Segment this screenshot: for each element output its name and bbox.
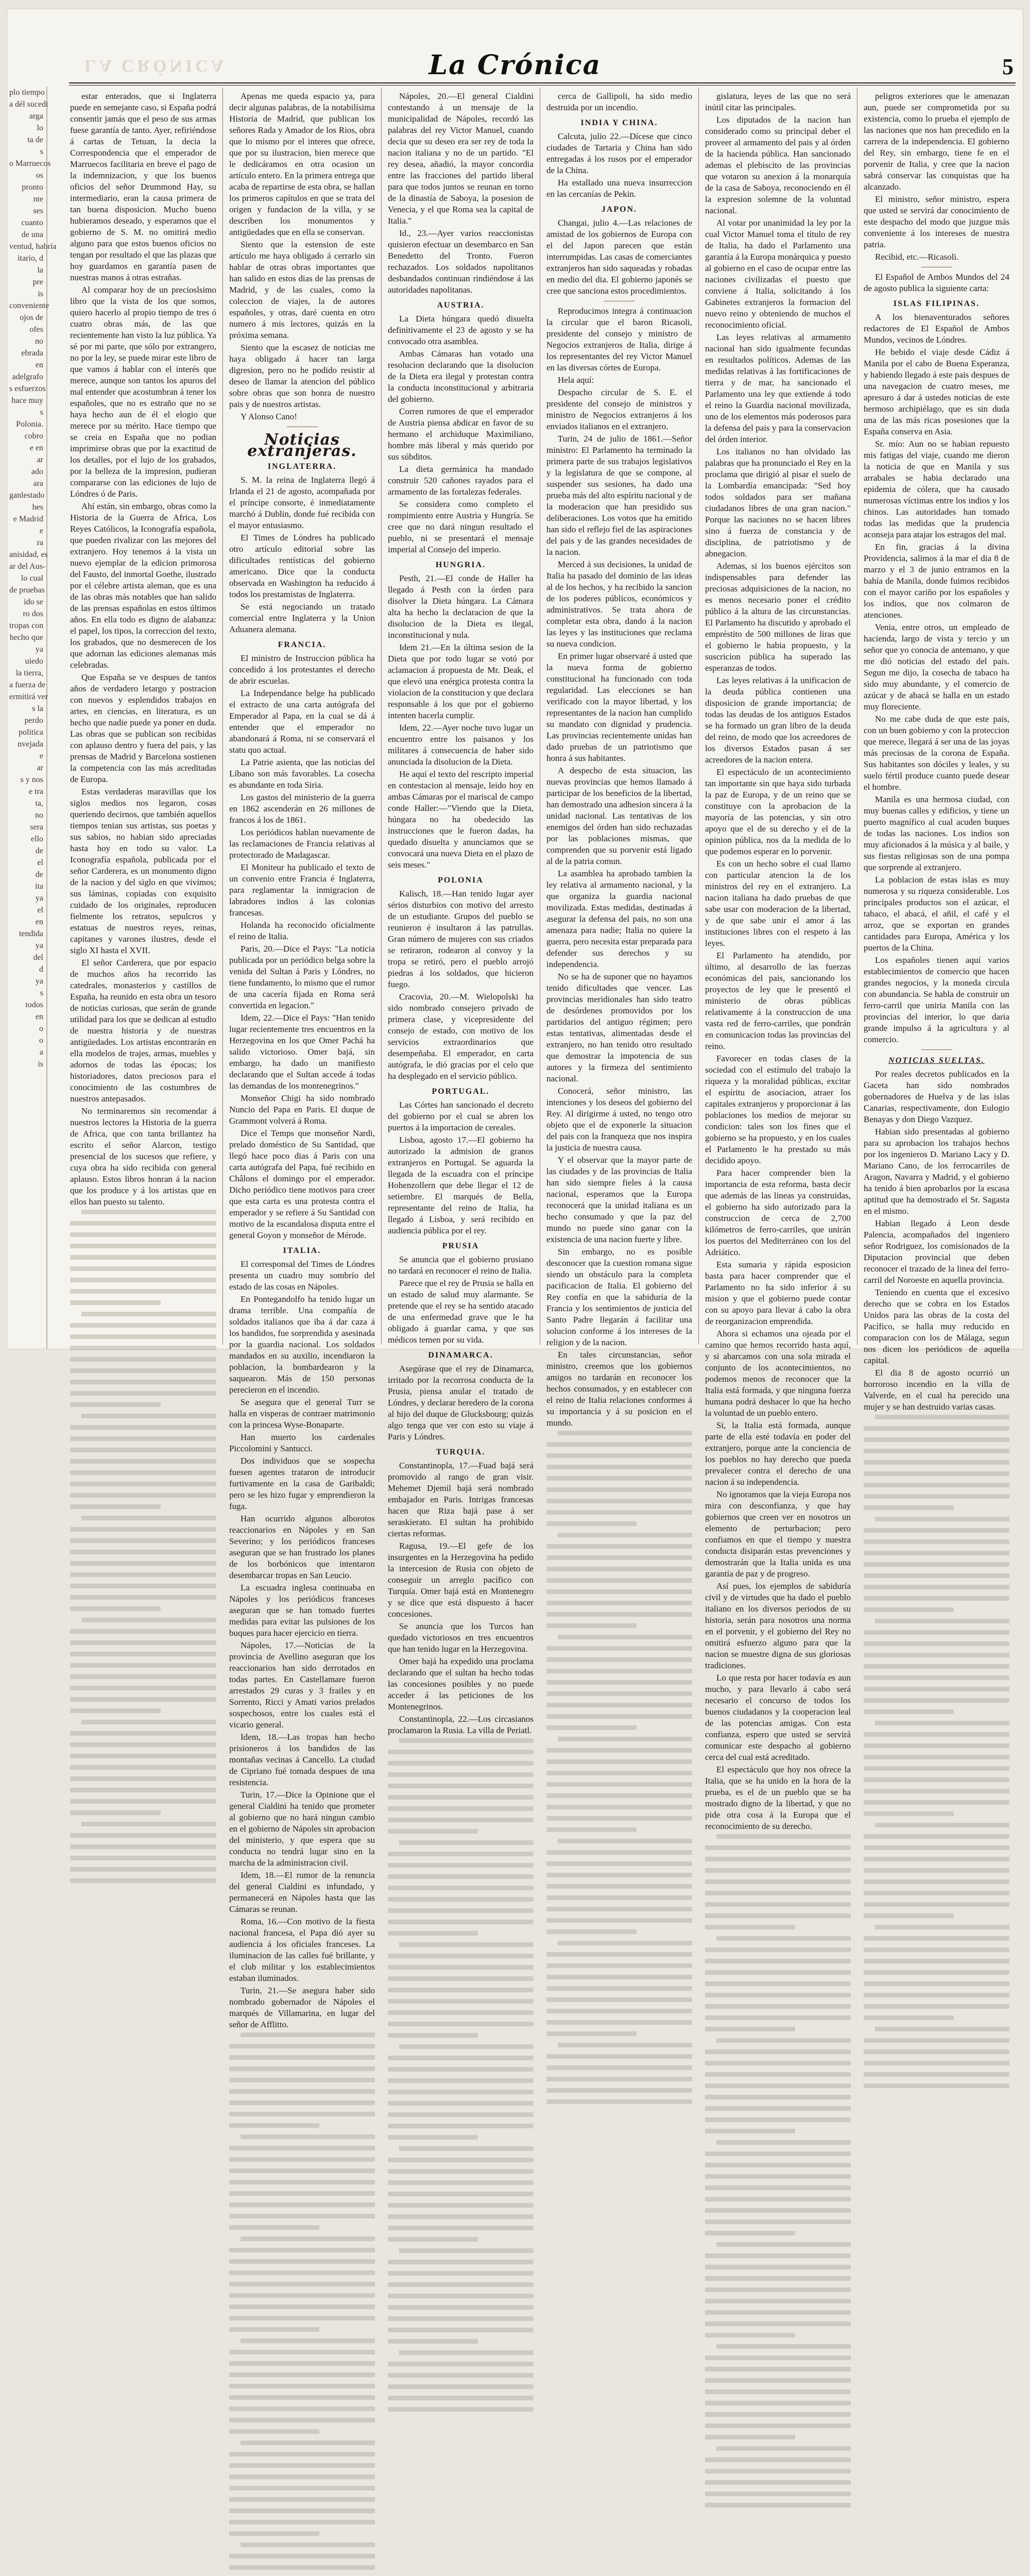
column-2 [222,88,381,2029]
article-paragraph: Nápoles, 17.—Noticias de la provincia de Avellino aseguran que los reaccionarios han sido derrotados en todas partes. En Castellamare fueron arrestados 29 curas y 3 frailes y en Sorrento, Ricci y Amati varios prelados sospechosos, entre los cuales está el vicario general. [229,1640,375,1730]
bleed-line: ta, [35,799,43,808]
section-heading: PRUSIA [442,1242,479,1250]
bleed-line: lo cual [21,574,43,583]
article-paragraph: Ahí están, sin embargo, obras como la Historia de la Guerra de Africa, Los Reyes Católicos, la Iconografía española, que pueden rivalizar con las mejores del extranjero. Hoy tenemos á la vista un nuevo ejemplar de la edicion primorosa del Fausto, del inmortal Goethe, ilustrado por el célebre artista aleman, que es una de las obras más notables que han salido de las prensas españolas en estos últimos años. En ella todo es digno de alabanza: el papel, los tipos, la correccion del texto, los grabados, que no desmerecen de los que adornan las ediciones alemanas más celebradas. [70,501,216,670]
article-paragraph: Dos individuos que se sospecha fuesen agentes trataron de introducir furtivamente en la casa de Garibaldi; pero se les hizo fugar y emprendieron la fuga. [229,1456,375,1511]
article-paragraph: El espectáculo que hoy nos ofrece la Italia, que se ha unido en la hora de la prueba, es el de un pueblo que se ha mostrado digno de la libertad, y que no pide otra cosa á la Europa que el reconocimiento de su derecho. [705,1765,851,1831]
bleed-line: o [39,1024,43,1033]
bleed-line: cobro [24,432,43,440]
article-paragraph: Siento que la escasez de noticias me haya obligado á hacer tan larga digresion, pero no he podido resistir al deseo de llamar la atencion del público sobre obras que son honra de nuestro pais y de nuestros artistas. [229,343,375,409]
article-paragraph: El Moniteur ha publicado el texto de un convenio entre Francia é Inglaterra, para reglamentar la inmigracion de labradores indios á las colonias francesas. [229,862,375,918]
article-paragraph: Asegúrase que el rey de Dinamarca, irritado por la recorrosa conducta de la Prusia, piensa anular el tratado de Lóndres, y declarar heredero de la corona al hijo del duque de Glucksbourg; quizás algo tenga que ver con esto su viaje á Paris y Lóndres. [388,1364,534,1442]
article-paragraph: En Pontegandolfo ha tenido lugar un drama terrible. Una compañía de soldados italianos que iba á dar caza á los bandidos, fue sorprendida y asesinada por la guardia nacional. Los soldados mandados en su auxilio, incendiaron la poblacion, la bombardearon y la saquearon. Más de 150 personas perecieron en el incendio. [229,1294,375,1395]
bleed-line: hace muy [11,396,43,405]
section-heading: POLONIA [438,876,484,885]
article-paragraph: No me cabe duda de que este pais, con un buen gobierno y con la proteccion que merece, llegará á ser una de las joyas más preciosas de la corona de España. Sus habitantes son dóciles y leales, y su suelo fértil produce cuanto puede desear el hombre. [864,714,1009,792]
article-paragraph: En fin, gracias á la divina Providencia, salimos á la mar el dia 8 de marzo y el 3 de junio entramos en la bahía de Manila, donde fuimos recibidos con el mayor cariño por los españoles y los indios, que nos colmaron de atenciones. [864,542,1009,620]
bleed-line: a [39,1048,43,1057]
continued-text-lines [229,2032,375,2576]
bleed-line: conveniente [9,301,49,310]
article-paragraph: A despecho de esta situacion, las nuevas provincias que hemos llamado á participar de los beneficios de la libertad, han demostrado una adhesion sincera á la unidad nacional. Las tentativas de los enemigos del órden han sido rechazadas por las poblaciones mismas, que comprenden que su porvenir está ligado al de la patria comun. [546,766,692,866]
article-paragraph: El Times de Lóndres ha publicado otro artículo editorial sobre las dificultades rentísticas del gobierno americano. Dice que la conducta observada en Washington ha reducido á todos los prestamistas de Inglaterra. [229,533,375,599]
article-paragraph: Parece que el rey de Prusia se halla en un estado de salud muy alarmante. Se pretende que el rey se ha sentido atacado de una enfermedad grave que le ha obligado á guardar cama, y que sus médicos temen por su vida. [388,1278,534,1345]
article-paragraph: Paris, 20.—Dice el Pays: "La noticia publicada por un periódico belga sobre la venida del Sultan á Paris y Lóndres, no tiene fundamento, lo mismo que el rumor de una cacería fijada en Roma será convertida en legacion." [229,944,375,1010]
bleed-line: e en [29,444,43,452]
article-paragraph: La asamblea ha aprobado tambien la ley relativa al armamento nacional, y la que organiza la guardia nacional movilizada. Estas medidas, destinadas á asegurar la defensa del pais, no son una amenaza para nadie; Italia no quiere la guerra, pero necesita estar preparada para defender sus derechos y su independencia. [546,869,692,969]
bleed-line: anisidad, es [9,550,48,559]
article-paragraph: Idem, 22.—Ayer noche tuvo lugar un encuentro entre los paisanos y los militares á consecuencia de haber sido anunciada la disolucion de la Dieta. [388,723,534,767]
article-paragraph: Monseñor Chigi ha sido nombrado Nuncio del Papa en Paris. El duque de Grammont volverá á Roma. [229,1093,375,1126]
section-heading: JAPON. [601,205,638,214]
article-paragraph: Habian sido presentadas al gobierno para su aprobacion los trabajos hechos por los ingenieros D. Mariano Lacy y D. Mariano Cano, de los ferrocarriles de Aragon, Navarra y Madrid, y el gobierno ha tenido á bien aprobarlos por la escasa aptitud que ha demostrado el Sr. Sagasta en el mismo. [864,1127,1009,1216]
article-paragraph: Constantinopla, 22.—Los circasianos proclamaron la Rusia. La villa de Periatl. [388,1714,534,1735]
article-paragraph: No se ha de suponer que no hayamos tenido dificultades que vencer. Las provincias meridionales han sido teatro de desórdenes promovidos por los partidarios del antiguo régimen; pero estas tentativas, alimentadas desde el extranjero, no han tenido otro resultado que demostrar la impotencia de sus autores y la firmeza del sentimiento nacional. [546,972,692,1083]
article-paragraph: El Español de Ambos Mundos del 24 de agosto publica la siguiente carta: [864,272,1009,293]
article-paragraph: Conocerá, señor ministro, las intenciones y los deseos del gobierno del Rey. Al dirigirme á usted, no tengo otro objeto que el de exponerle la situacion del pais con la franqueza que nos inspira la justicia de nuestra causa. [546,1086,692,1153]
section-heading: FRANCIA. [278,640,327,649]
article-paragraph: Esta sumaria y rápida esposicion basta para hacer comprender que el Parlamento no ha sido inferior á su mision y que el gobierno puede contar con su apoyo para llevar á cabo la obra de reorganizacion emprendida. [705,1260,851,1326]
bleed-line: ar [37,764,43,772]
article-paragraph: Nápoles, 20.—El general Cialdini contestando á un mensaje de la municipalidad de Nápoles, recordó las palabras del rey Victor Manuel, cuando decia que su deseo era ser rey de toda la nacion italiana y no de un partido. "El rey desea, añadió, la mayor concordia entre las fracciones del partido liberal para que todos juntos se reunan en torno de la dinastía de Saboya, la posesion de Venecia, y el que Roma sea la capital de Italia." [388,91,534,226]
bleed-line: en [35,361,43,369]
bleed-line: o Marruecos [9,159,51,168]
bleed-line: de [35,846,43,855]
bleed-line: pronto [22,183,43,192]
column-3 [381,88,540,1735]
article-paragraph: Idem, 22.—Dice el Pays: "Han tenido lugar recientemente tres encuentros en la Herzegovina en los que Omer Pachá ha salido victorioso. Omer bajá, sin embargo, ha dado un manifiesto declarando que el Sultan accede á todas las demandas de los montenegrinos." [229,1013,375,1091]
article-paragraph: Turin, 24 de julio de 1861.—Señor ministro: El Parlamento ha terminado la primera parte de sus trabajos legislativos y la legislatura de que se compone, al suspender sus sesiones, ha dado una prueba más del alto espíritu nacional y de la moderacion que han presidido sus deliberaciones. Los votos que ha emitido han sido el reflejo fiel de las aspiraciones del pais y de las grandes necesidades de la nacion. [546,434,692,557]
bleed-line: de pruebas [9,586,45,595]
article-paragraph: Siento que la estension de este artículo me haya obligado á cerrarlo sin hablar de otras obras importantes que han salido en estos dias de las prensas de Madrid, y de las cuales, como la coleccion de viajes, la de autores españoles, y otras, daré cuenta en otro numero á mis lectores, quizás en la próxima semana. [229,240,375,340]
bleed-line: no [35,337,43,346]
article-paragraph: Para hacer comprender bien la importancia de esta reforma, basta decir que además de las lineas ya construidas, el gobierno ha sido autorizado para la construccion de cerca de 2,700 kilómetros de ferro-carriles, que unirán los puertos del Mediterráneo con los del Adriático. [705,1168,851,1257]
continued-text-lines [388,1738,534,2412]
article-paragraph: Turin, 17.—Dice la Opinione que el general Cialdini ha tenido que prometer al gobierno que no hará ningun cambio en el gobierno de Nápoles sin aprobacion del ministerio, y que espera que su conducta no tendrá lugar sino en la marcha de la administracion civil. [229,1790,375,1868]
bleed-line: politica [19,728,43,737]
bleed-line: ara [33,479,43,488]
article-paragraph: Idem 21.—En la última sesion de la Dieta que por todo lugar se votó por aclamacion á propuesta de Mr. Deak, el que elevó una enérgica protesta contra la violacion de la constitucion y que declara responsable á los que por el gobierno intenten hacerla cumplir. [388,642,534,720]
bleed-line: uiedo [25,657,43,666]
masthead-rule [69,82,1016,86]
bleed-line: en [35,1012,43,1021]
article-paragraph: Reproducimos integra á continuacion la circular que el baron Ricasoli, presidente del consejo y ministro de Negocios extranjeros de Italia, dirige á los representantes del rey Victor Manuel en las diversas córtes de Europa. [546,306,692,372]
bleed-line: de una [21,230,43,239]
article-paragraph: Sr. mío: Aun no se habian repuesto mis fatigas del viaje, cuando me dieron la noticia de que en Manila y sus arrabales se habia declarado una epidemia de cólera, que ha causado numerosas víctimas entre los indios y los chinos. Las autoridades han tomado todas las medidas que la prudencia aconseja para atajar los estragos del mal. [864,439,1009,539]
article-paragraph: Ambas Cámaras han votado una resolucion declarando que la disolucion de la Dieta era ilegal y protestan contra la conducta inconstitucional y arbitraria del gobierno. [388,349,534,404]
article-paragraph: No terminaremos sin recomendar á nuestros lectores la Historia de la guerra de Africa, que con tanta brillantez ha escrito el señor Alarcon, testigo presencial de los sucesos que refiere, y cuya obra ha sido recibida con general aplauso. Estos libros honran á la nacion que los produce y á los artistas que en ellos han puesto su talento. [70,1106,216,1207]
article-paragraph: Las leyes relativas á la unificacion de la deuda pública contienen una disposicion de grande importancia; de todas las deudas de los antiguos Estados se ha formado un gran libro de la deuda del reino, de modo que los acreedores de los diversos Estados pasan á ser acreedores de la nacion entera. [705,675,851,765]
article-paragraph: He bebido el viaje desde Cádiz á Manila por el cabo de Buena Esperanza, y habiendo llegado á este pais despues de una navegacion de cuatro meses, me apresuro á dar á ustedes noticias de este hermoso archipiélago, que es sin duda una de las más ricas posesiones que la España conserva en Asia. [864,347,1009,436]
article-paragraph: Se considera como completo el rompimiento entre Austria y Hungría. Se cree que no dará ningun resultado el pueblo, ni se presentará el mensaje imperial al Consejo del imperio. [388,499,534,554]
bleed-line: ya [35,941,43,950]
article-paragraph: La Independance belge ha publicado el extracto de una carta autógrafa del Emperador al Papa, en la cual se dá á entender que el emperador no abandonará á Roma, ni se conservará el statu quo actual. [229,688,375,755]
masthead [7,9,1023,87]
bleed-line: ar del Aus- [9,562,46,571]
article-paragraph: Venia, entre otros, un empleado de hacienda, largo de vista y tercio y un señor que yo conocia de antemano, y que me dió noticias del estado del pais. Segun me dijo, la cosecha de tabaco ha sido muy abundante, y el comercio de azúcar y de abacá se halla en un estado muy floreciente. [864,622,1009,711]
bleed-line: a fuerza de [9,681,46,689]
article-paragraph: Los periódicos hablan nuevamente de las reclamaciones de Francia relativas al protectorado de Madagascar. [229,827,375,860]
article-paragraph: Si, la Italia está formada, aunque parte de ella esté todavía en poder del extranjero, porque ante la conciencia de los pueblos no hay derecho que pueda prevalecer contra el derecho de una nacion á su independencia. [705,1420,851,1487]
article-paragraph: En primer lugar observaré á usted que la nueva forma de gobierno constitucional ha funcionado con toda regularidad. Las elecciones se han verificado con la mayor libertad, y los representantes de la nacion han cumplido su mandato con dignidad y prudencia. Las provincias recientemente unidas han dado pruebas de un patriotismo que honra á sus habitantes. [546,651,692,763]
section-heading: HUNGRIA. [435,561,486,569]
article-paragraph: Al comparar hoy de un precioslsimo libro que la vista de los que somos, quiero hacerlo al propio tiempo de tres ó cuatro obras más, de las que recientemente han visto la luz pública. Ya sé por mi parte, que sólo por extrangero, no por la ley, se puede mirar este libro de que vamos á hablar con el interés que merece, aunque son tantos los apuros del mal entender que acostumbran á tener los españoles, que no es estraño que no se haya hecho aun de él el elogio que merece por su mérito. Hace tiempo que se creia en España que no podian imprimirse obras que por la exactitud de los detalles, por el lujo de los grabados, por la belleza de la impresion, pudieran compararse con las ediciones de lujo de Lóndres ó de Paris. [70,285,216,499]
bleed-line: ra [37,538,43,547]
bleed-line: ermitirá ver [9,692,48,701]
article-paragraph: Se está negociando un tratado comercial entre Inglaterra y la Union Aduanera alemana. [229,602,375,634]
bleed-line: ro dos [23,609,43,618]
article-paragraph: Los españoles tienen aquí varios establecimientos de comercio que hacen grandes negocios, y la moneda circula con abundancia. Se habla de construir un ferro-carril que uniria Manila con las provincias del interior, lo que daria grande impulso á la agricultura y al comercio. [864,955,1009,1044]
article-paragraph: Omer bajá ha expedido una proclama declarando que el sultan ha hecho todas las concesiones posibles y no puede acceder á las peticiones de los Montenegrinos. [388,1656,534,1711]
column-1 [64,88,222,1345]
bleed-line: ses [33,207,43,215]
bleed-line: tendida [19,929,43,938]
bleed-line: ta de [27,135,43,144]
article-paragraph: Ragusa, 19.—El gefe de los insurgentes en la Herzegovina ha pedido la intercesion de Rusia con objeto de conseguir un arreglo pacífico con Turquía. Omer bajá está en Montenegro y se dice que está dispuesto á hacer concesiones. [388,1541,534,1619]
article-paragraph: S. M. la reina de Inglaterra llegó á Irlanda el 21 de agosto, acompañada por el príncipe consorte, é inmediatamente marchó á Dublin, donde fué recibida con el mayor entusiasmo. [229,475,375,530]
newspaper-title: La Crónica [428,49,602,81]
article-paragraph: Es con un hecho sobre el cual llamo con particular atencion la de los ministros del rey en el extranjero. La nacion italiana ha dado pruebas de que sabe usar con moderacion de la libertad, y de que sabe unir el amor á las instituciones libres con el respeto á las leyes. [705,859,851,948]
bleed-line: e [39,527,43,535]
article-paragraph: Que España se ve despues de tantos años de verdadero letargo y postracion con nuevos y esplendidos trabajos en artes, en ciencias, en literatura, es un hecho que nadie puede ya poner en duda. Las obras que se publican son recibidas con aplauso dentro y fuera del pais, y las prensas de Madrid y Barcelona sostienen la competencia con las más acreditadas de Europa. [70,672,216,784]
bleed-line: os [36,171,43,180]
section-heading: NOTICIAS SUELTAS. [888,1056,985,1065]
article-paragraph: Los italianos no han olvidado las palabras que ha pronunciado el Rey en la proclama que dirigió al pisar el suelo de la Lombardía emancipada: "Sed hoy todos soldados para ser mañana ciudadanos libres de una gran nacion." Porque las naciones no se hacen libres sino á fuerza de constancia y de disciplina, de patriotismo y de abnegacion. [705,447,851,558]
article-paragraph: Merced á sus decisiones, la unidad de Italia ha pasado del dominio de las ideas al de los hechos, y ha recibido la sancion de los poderes públicos, económicos y administrativos. Se trata ahora de completar esta obra, dando á la nacion las leyes y las instituciones que reclama su nueva condicion. [546,560,692,649]
bleed-line: d [39,965,43,974]
article-paragraph: gislatura, leyes de las que no será inútil citar las principales. [705,91,851,112]
bleed-line: plo tiempo [9,88,45,97]
article-paragraph: La poblacion de estas islas es muy numerosa y su riqueza considerable. Los principales productos son el azúcar, el tabaco, el abacá, el añil, el café y el arroz, que se exportan en grandes cantidades para Europa, América y los puertos de la China. [864,875,1009,953]
article-paragraph: El ministro de Instruccion pública ha concedido á los protestantes el derecho de abrir escuelas. [229,653,375,686]
article-paragraph: Despacho circular de S. E. el presidente del consejo de ministros y ministro de Negocios extranjeros á los enviados italianos en el extranjero. [546,387,692,431]
bleed-line: ojos de [20,313,43,322]
bleed-line: is [38,290,43,298]
bleed-line: e tra [29,787,43,796]
bleed-line: ya [35,645,43,654]
article-paragraph: Y Alonso Cano! [241,412,297,421]
article-paragraph: El dia 8 de agosto ocurrió un horroroso incendio en la villa de Valverde, en el cual ha perecido una mujer y se han destruido varias casas. [864,1368,1009,1412]
bleed-line: s [40,147,43,156]
article-paragraph: Las leyes relativas al armamento nacional han sido igualmente fecundas en resultados políticos. Ademas de las medidas relativas á las fortificaciones de tierra y de mar, ha sancionado el Parlamento una ley que extiende á todo el reino la Guardia nacional movilizada, uno de los elementos más poderosos para la defensa del pais y para la conservacion del órden interior. [705,332,851,444]
article-paragraph: Habian llegado á Leon desde Palencia, acompañados del ingeniero señor Rodriguez, los comisionados de la Diputacion provincial que deben reconocer el trazado de la linea del ferro-carril del Noroeste en aquella provincia. [864,1218,1009,1285]
bleed-line: s y nos [20,775,43,784]
article-paragraph: Favorecer en todas clases de la sociedad con el estímulo del trabajo la riqueza y la moralidad públicas, excitar el espíritu de asociacion, atraer los capitales extranjeros y proporcionar á las poblaciones los medios de mejorar su condicion: tales son los fines que el gobierno se ha propuesto, y en los cuales el Parlamento le ha prestado su más decidido apoyo. [705,1054,851,1165]
bleed-line: a dél sucedi [9,100,48,109]
article-paragraph: Corren rumores de que el emperador de Austria piensa abdicar en favor de su hermano el archiduque Maximiliano, hombre más liberal y más querido por sus súbditos. [388,406,534,462]
article-paragraph: Lisboa, agosto 17.—El gobierno ha autorizado la admision de granos extranjeros en Portugal. Se aguarda la llegada de la escuadra con el príncipe Hohenzollern que debe llegar el 12 de setiembre. El marqués de Bella, representante del reino de Italia, ha llegado á Lisboa, y será recibido en audiencia pública por el rey. [388,1135,534,1235]
article-paragraph: Pesth, 21.—El conde de Haller ha llegado á Pesth con la órden para disolver la Dieta húngara. La Cámara alta ha hecho la declaracion de que la disolucion de la Dieta es ilegal, inconstitucional y nula. [388,573,534,640]
bleed-line: hecho que [9,633,43,642]
bleed-line: en [35,918,43,926]
article-paragraph: Se asegura que el general Turr se halla en visperas de contraer matrimonio con la princesa Wyse-Bonaparte. [229,1397,375,1430]
article-paragraph: Las Córtes han sancionado el decreto del gobierno por el cual se abren los puertos á la importacion de cereales. [388,1100,534,1132]
bleed-line: adelgrafo [12,372,43,381]
bleed-line: todos [25,1001,43,1009]
bleed-line: ido se [24,598,43,606]
article-paragraph: No ignoramos que la vieja Europa nos mira con desconfianza, y que hay gobiernos que creen ver en nosotros un elemento de perturbacion; pero confiamos en que el tiempo y nuestra conducta disiparán estas prevenciones y demostrarán que la Italia unida es una garantía de paz y de progreso. [705,1489,851,1579]
article-paragraph: Se anuncia que el gobierno prusiano no tardará en reconocer el reino de Italia. [388,1255,534,1276]
page-number: 5 [1002,54,1014,79]
bleed-line: cuanto [21,218,43,227]
article-paragraph: Ademas, si los buenos ejércitos son indispensables para defender las preciosas adquisiciones de la nacion, no es menos necesario poner el crédito público á la altura de las circunstancias. El Parlamento ha discutido y aprobado el empréstito de 500 millones de liras que el gobierno le habia propuesto, y la suscricion pública ha superado las esperanzas de todos. [705,561,851,673]
article-paragraph: Los gastos del ministerio de la guerra en 1862 ascenderán en 26 millones de francos á los de 1861. [229,792,375,825]
bleed-line: s [40,408,43,417]
bleed-through-text: LA CRÓNICA [84,56,227,75]
bleed-line: itario, d [18,254,43,263]
article-paragraph: La Patrie asienta, que las noticias del Líbano son más favorables. La cosecha es abundante en toda Siria. [229,757,375,790]
article-paragraph: Calcuta, julio 22.—Dícese que cinco ciudades de Tartaria y China han sido entregadas á los rusos por el emperador de la China. [546,131,692,175]
article-paragraph: Sin embargo, no es posible desconocer que la cuestion romana sigue siendo un obstáculo para la completa pacificacion de Italia. El gobierno del Rey confía en que la sabiduría de la Francia y los sentimientos de justicia del Santo Padre llegarán á facilitar una solucion conforme á los intereses de la religion y de la nacion. [546,1247,692,1347]
article-paragraph: El corresponsal del Times de Lóndres presenta un cuadro muy sombrío del estado de las cosas en Nápoles. [229,1259,375,1292]
bleed-line: sera [30,823,43,832]
bleed-line: ofes [29,325,43,334]
continued-text-lines [864,1415,1009,2088]
bleed-line: hes [32,503,43,512]
section-heading: PORTUGAL. [432,1087,490,1096]
article-paragraph: El ministro, señor ministro, espera que usted se servirá dar conocimiento de este despacho del modo que juzgue más conveniente á los intereses de nuestra patria. [864,194,1009,249]
continued-text-lines [546,1431,692,2104]
article-paragraph: Hela aquí: [558,375,594,385]
article-paragraph: estar enterados, que si Inglaterra puede en semejante caso, si España podrá consentir jamás que el peso de sus armas fuese garantía de tanto. Ayer, refiriéndose á cartas de Tetuan, la decia la Correspondencia que el emperador de Marruecos facilitaria en breve el pago de la indemnizacion, y que los buenos oficios del señor Drummond Hay, su intermediario, eran la causa primera de tan buena disposicion. Mucho bueno hubieramos deseado, y esperamos que el gobierno de S. M. no omitirá medio alguno para que estos buenos oficios no tengan por resultado el que las plazas que hoy guardamos en garantía pasen de nuestras manos á otras estrañas. [70,91,216,282]
bleed-line: ar [37,455,43,464]
article-paragraph: Manila es una hermosa ciudad, con muy buenas calles y edificios, y tiene un puerto magnífico al cual acuden buques de todas las naciones. Los indios son muy aficionados á la música y al baile, y sus fiestas religiosas son de una pompa que sorprende al extranjero. [864,794,1009,872]
article-paragraph: En tales circunstancias, señor ministro, creemos que los gobiernos amigos no tardarán en reconocer los hechos consumados, y en establecer con el reino de Italia relaciones conformes á su importancia y á su posicion en el mundo. [546,1350,692,1428]
bleed-line: o [39,1036,43,1045]
column-4 [540,88,698,1428]
section-heading: Noticias extranjeras. [247,431,357,460]
bleed-line: ado [31,467,43,476]
bleed-line: nvejada [18,740,43,749]
bleed-line: ya [35,977,43,986]
bleed-line: nte [33,195,43,204]
article-paragraph: Constantinopla, 17.—Fuad bajá será promovido al rango de gran visir. Mehemet Djemil bajá será nombrado embajador en Paris. Intrigas francesas hacen que Riza bajá pase á ser seraskierato. El sultan ha prohibido ciertas reformas. [388,1461,534,1538]
section-heading: ITALIA. [283,1246,321,1255]
article-paragraph: Apenas me queda espacio ya, para decir algunas palabras, de la notabilísima Historia de Madrid, que publican los señores Rada y Amador de los Rios, obra que lo mismo por el interes que ofrece, que por su ilustracion, bien merece que le dedicáramos en otra ocasion un artículo entero. En la primera entrega que acaba de repartirse de esta obra, se hallan los primeros capítulos en que se trata del origen y fundacion de la villa, y se describen los monumentos y antigüedades que en ella se conservan. [229,91,375,237]
bleed-line: Polonia. [16,420,43,429]
article-paragraph: cerca de Gallipoli, ha sido medio destruida por un incendio. [546,91,692,112]
article-paragraph: He aquí el texto del rescripto imperial en contestacion al mensaje, leido hoy en ambas Cámaras por el mariscal de campo conde Haller:—"Viendo que la Dieta, húngara no ha obedecido las instrucciones que le fueron dadas, ha quedado disuelta y anunciamos que se convocará una nueva Dieta en el plazo de seis meses." [388,769,534,870]
bleed-line: tropas con [9,621,44,630]
bleed-line: ganlestado [9,491,45,500]
article-paragraph: Ha estallado una nueva insurreccion en las cercanías de Pekin. [546,178,692,199]
previous-page-edge [7,87,57,1349]
section-heading: DINAMARCA. [428,1351,493,1360]
article-paragraph: Así pues, los ejemplos de sabiduría civil y de virtudes que ha dado el pueblo italiano en los diversos periodos de su historia, serán para nosotros una norma en el porvenir, y el gobierno del Rey no omitirá esfuerzo alguno para que la nacion se muestre digna de sus gloriosas tradiciones. [705,1581,851,1670]
article-paragraph: Roma, 16.—Con motivo de la fiesta nacional francesa, el Papa dió ayer su audiencia á los oficiales franceses. La iluminacion de las calles fué brillante, y el club militar y los establecimientos estaban iluminados. [229,1917,375,1983]
article-paragraph: Ahora si echamos una ojeada por el camino que hemos recorrido hasta aquí, y si abarcamos con una sola mirada el conjunto de los acontecimientos, no podemos menos de reconocer que la Italia está formada, y que ninguna fuerza humana podrá deshacer lo que ha hecho la voluntad de un pueblo entero. [705,1329,851,1418]
article-paragraph: Changai, julio 4.—Las relaciones de amistad de los gobiernos de Europa con el del Japon parecen que están interrumpidas. Las casas de comerciantes extranjeros han sido saqueadas y robadas en medio del dia. El gobierno japonés se cree que sanciona estos procedimientos. [546,218,692,296]
section-heading: TURQUIA. [436,1448,486,1456]
article-paragraph: Al votar por unanimidad la ley por la cual Victor Manuel toma el título de rey de Italia, ha dado el Parlamento una garantía á la Europa monárquica y puesto al gobierno en el caso de ocupar entre las naciones civilizadas el puesto que conviene á Italia, solicitando á los Gabinetes extranjeros la formacion del nuevo reino y obteniendo de muchos el reconocimiento oficial. [705,218,851,330]
bleed-line: ita [35,882,43,891]
article-paragraph: El espectáculo de un acontecimiento tan importante sin que haya sido turbada la paz de Europa, y de un reino que se constituye con la aprobacion de la mayoría de las potencias, y sin otro apoyo que el de su derecho y el de la opinion pública, nos da la medida de lo que podemos esperar en lo porvenir. [705,767,851,856]
bleed-line: el [37,858,43,867]
section-heading: ISLAS FILIPINAS. [893,299,980,308]
article-paragraph: Estas verdaderas maravillas que los siglos medios nos legaron, cosas queriendo decirnos, que también aquellos tiempos tenian sus artistas, sus poetas y sus sabios, no habian sido apreciadas hasta hoy en todo su valor. La Iconografía española, publicada por el señor Carderera, es un monumento digno de la nacion y del siglo en que vivimos; sus láminas, copiadas con exquisito cuidado de los originales, reproducen fielmente los retratos, sepulcros y estatuas de nuestros reyes, reinas, capitanes y varones ilustres, desde el siglo XI hasta el XVII. [70,787,216,955]
article-paragraph: peligros exteriores que le amenazan aun, puede ser comprometida por su existencia, como lo prueba el ejemplo de las naciones que nos han precedido en la carrera de la independencia. El gobierno del Rey, sin embargo, tiene fe en el porvenir de Italia, y cree que la nacion sabrá conservar las conquistas que ha alcanzado. [864,91,1009,192]
article-paragraph: Recibid, etc.—Ricasoli. [875,252,959,262]
article-paragraph: La escuadra inglesa continuaba en Nápoles y los periódicos franceses aseguran que se han tomado fuertes medidas para evitar las pulsiones de los buques para hacer ejercicio en tierra. [229,1583,375,1638]
article-paragraph: Cracovia, 20.—M. Wielopolski ha sido nombrado consejero privado de primera clase, y vicepresidente del consejo de estado, con motivo de los servicios extraordinarios que desempeñaba. El emperador, en carta autógrafa, le dió gracias por el celo que ha desplegado en el servicio público. [388,992,534,1081]
bleed-line: perdo [24,716,43,725]
article-paragraph: La Dieta húngara quedó disuelta definitivamente el 23 de agosto y se ha convocado otra asamblea. [388,314,534,346]
bleed-line: pre [32,278,43,286]
article-paragraph: Holanda ha reconocido oficialmente el reino de Italia. [229,920,375,941]
article-paragraph: Kalisch, 18.—Han tenido lugar ayer sérios disturbios con motivo del arresto de un estudiante. Grupos del pueblo se reunieron é insultaron á las patrullas. Gran número de mujeres con sus criados se retiraron, rodearon al convoy y la tropa se retiró, pero el pueblo arrojó piedras á los soldados, que hicieron fuego. [388,889,534,989]
article-paragraph: Teniendo en cuenta que el excesivo derecho que se cobra en los Estados Unidos para las obras de la costa del Pacífico, se halla muy reducido en comparacion con los de Málaga, segun nos dicen los periódicos de aquella capital. [864,1287,1009,1365]
bleed-line: ventud, habría [9,242,57,251]
section-divider [921,1049,952,1050]
article-paragraph: Se anuncia que los Turcos han quedado victoriosos en tres encuentros que han tenido lugar en la Herzegovina. [388,1621,534,1654]
article-paragraph: Y el observar que la mayor parte de las ciudades y de las provincias de Italia han sido siempre fieles á la causa nacional, esperamos que la Europa reconocerá que la unidad italiana es un hecho consumado y que la paz del mundo no puede sino ganar con la existencia de una nacion fuerte y libre. [546,1155,692,1244]
article-paragraph: Han muerto los cardenales Piccolomini y Santucci. [229,1432,375,1453]
bleed-line: ebrada [21,349,43,358]
continued-text-lines [705,1834,851,2507]
article-paragraph: Han ocurrido algunos alborotos reaccionarios en Nápoles y en San Severino; y los periódicos franceses aseguran que se han frustrado los planes de los borbónicos que intentaron desembarcar tropas en San Leucio. [229,1514,375,1580]
section-heading: INDIA Y CHINA. [580,118,658,127]
newspaper-page [7,9,1023,2029]
article-paragraph: Por reales decretos publicados en la Gaceta han sido nombrados gobernadores de Huelva y de las islas Canarias, respectivamente, don Eulogio Benayas y don Diego Vazquez. [864,1069,1009,1124]
section-heading: AUSTRIA. [437,301,485,310]
article-paragraph: A los bienaventurados señores redactores de El Español de Ambos Mundos, vecinos de Lóndres. [864,312,1009,345]
article-paragraph: El Parlamento ha atendido, por último, al desarrollo de las fuerzas económicas del pais, sancionando los proyectos de ley que le presentó el ministerio de obras públicas relativamente á la construccion de una vasta red de ferro-carriles, que pondrán en comunicacion todas las provincias del reino. [705,951,851,1051]
bleed-line: s [40,989,43,997]
bleed-line: la tierra, [15,669,43,677]
article-paragraph: Id., 23.—Ayer varios reaccionistas quisieron efectuar un desembarco en San Benedetto del Tronto. Fueron rechazados. Los soldados napolitanos desbandados continuan rindiéndose á las autoridades napolitanas. [388,228,534,295]
article-paragraph: Lo que resta por hacer todavía es aun mucho, y para llevarlo á cabo será necesario el concurso de todos los buenos ciudadanos y la cooperacion leal de las potencias amigas. Con esta confianza, espero que usted se servirá comunicar este despacho al gobierno cerca del cual está acreditado. [705,1673,851,1762]
text-columns [64,88,1016,2029]
bleed-line: arga [29,112,43,121]
column-6 [857,88,1016,1412]
article-paragraph: La dieta germánica ha mandado construir 520 cañones rayados para el armamento de las fortalezas federales. [388,464,534,497]
article-paragraph: Idem, 18.—El rumor de la renuncia del general Cialdini es infundado, y permanecerá en Nápoles hasta que las Cámaras se reunan. [229,1870,375,1914]
bleed-line: lo [37,124,43,132]
continued-text-lines [70,1210,216,1883]
bleed-line: la [37,266,43,275]
column-5 [698,88,857,1831]
section-heading: INGLATERRA. [267,462,337,471]
bleed-line: s la [32,704,43,713]
bleed-line: el [37,906,43,914]
bleed-line: del [33,953,43,962]
bleed-line: ya [35,894,43,903]
bleed-line: s esfuerzos [9,384,46,393]
bleed-line: no [35,811,43,820]
article-paragraph: El señor Carderera, que por espacio de muchos años ha recorrido las catedrales, monasterios y castillos de España, ha reunido en esta obra un tesoro de noticias curiosas, que serán de grande utilidad para los que se dedican al estudio de nuestra historia y de nuestras antigüedades. Los artistas encontrarán en ella modelos de trajes, armas, muebles y adornos de todas las épocas; los historiadores, datos preciosos para el conocimiento de las costumbres de nuestros antepasados. [70,958,216,1104]
bleed-line: e Madrid [13,515,43,523]
article-paragraph: Turin, 21.—Se asegura haber sido nombrado gobernador de Nápoles el marqués de Villamarina, en lugar del señor de Afflitto. [229,1986,375,2029]
bleed-line: de [35,870,43,879]
bleed-line: is [38,1060,43,1069]
bleed-line: e [39,752,43,760]
article-paragraph: Los diputados de la nacion han considerado como su principal deber el proveer al armamento del pais y al órden de la hacienda pública. Han sancionado ademas el plebiscito de las provincias que votaron su anexion á la monarquía de la casa de Saboya, reconociendo en él la expresion solemne de la voluntad nacional. [705,115,851,215]
article-paragraph: Idem, 18.—Las tropas han hecho prisioneros á los bandidos de las montañas vecinas á Cancello. La ciudad de Cipriano fué tomada despues de una resistencia. [229,1732,375,1787]
bleed-line: ello [31,835,43,843]
article-paragraph: Dice el Temps que monseñor Nardi, prelado doméstico de Su Santidad, que llegó hace poco dias á Paris con una carta autógrafa del Papa, fué recibido en Châlons el domingo por el emperador. Dicho periódico tiene motivos para creer que esta carta es una protesta contra el emperador y se refiere á Su Santidad con motivo de la escandalosa disputa entre el general Goyon y monseñor de Mérode. [229,1128,375,1240]
